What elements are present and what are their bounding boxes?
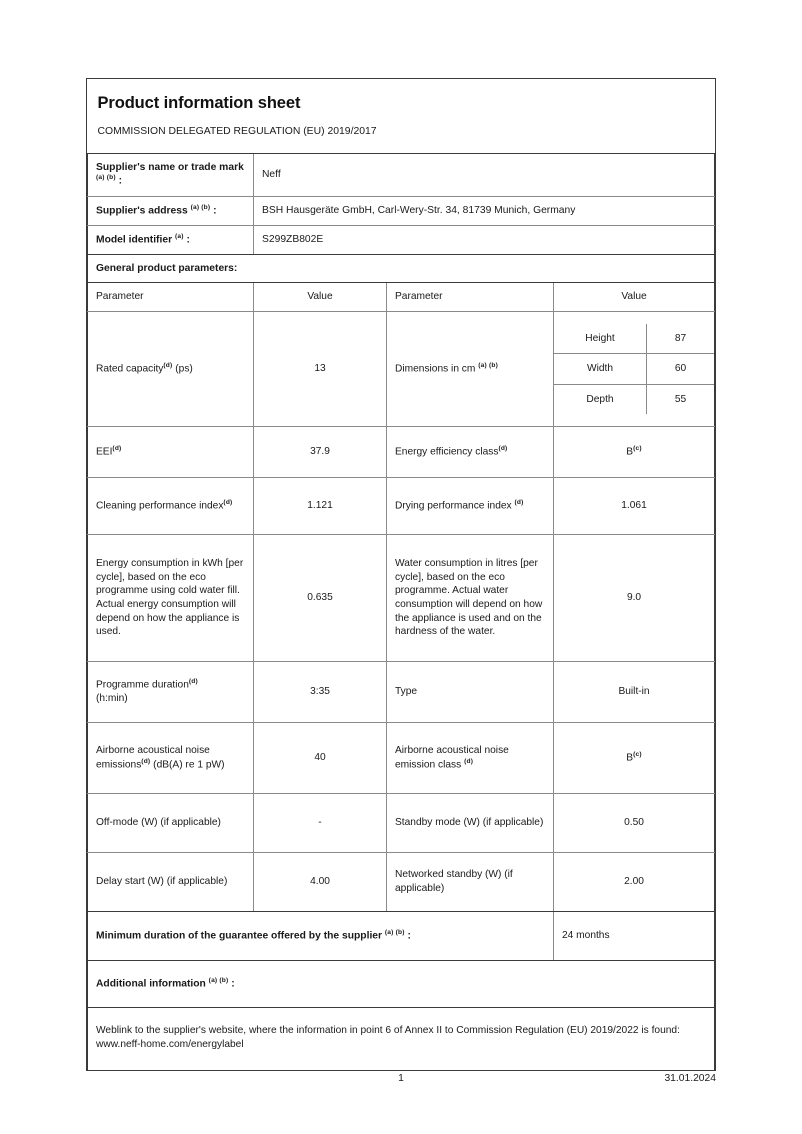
column-header-row	[88, 283, 715, 312]
networked-standby-value-cell	[554, 852, 715, 911]
delay-start-value-cell	[254, 852, 387, 911]
programme-duration-row	[88, 661, 715, 722]
eei-row	[88, 426, 715, 477]
supplier-name-value-cell	[254, 153, 715, 196]
drying-index-value: 1.061	[621, 500, 647, 512]
cleaning-index-label: Cleaning performance index	[96, 500, 224, 512]
energy-consumption-label-cell	[88, 534, 254, 661]
programme-duration-label-cell	[88, 661, 254, 722]
product-parameters-table	[87, 79, 715, 1070]
off-mode-row	[88, 793, 715, 852]
model-identifier-marks: (a)	[174, 232, 184, 240]
header-parameter-1-label: Parameter	[96, 291, 144, 303]
delay-start-label: Delay start (W) (if applicable)	[96, 876, 228, 888]
noise-emissions-value: 40	[314, 752, 326, 764]
performance-index-row	[88, 477, 715, 534]
dimension-row-width	[554, 354, 714, 385]
title-row	[88, 79, 715, 119]
networked-standby-label: Networked standby (W) (if applicable)	[395, 869, 513, 894]
product-information-sheet-table	[86, 78, 716, 1071]
drying-index-value-cell	[554, 477, 715, 534]
off-mode-value: -	[318, 817, 322, 829]
guarantee-row	[88, 911, 715, 960]
eei-label: EEI	[96, 446, 113, 458]
additional-information-label: Additional information	[96, 978, 206, 990]
cleaning-index-label-cell	[88, 477, 254, 534]
noise-class-marks: (d)	[464, 757, 474, 765]
networked-standby-label-cell	[387, 852, 554, 911]
colon: :	[210, 204, 217, 216]
weblink-text: Weblink to the supplier's website, where the information in point 6 of Annex II to Commission Regulation (EU) 2019/2022 is found: www.neff-home.com/energylabel	[96, 1025, 680, 1050]
noise-emissions-row	[88, 722, 715, 793]
rated-capacity-value-cell	[254, 311, 387, 426]
additional-information-row	[88, 960, 715, 1007]
cleaning-index-value: 1.121	[307, 500, 333, 512]
type-label: Type	[395, 686, 418, 698]
supplier-name-label: Supplier's name or trade mark	[96, 161, 244, 173]
delay-start-label-cell	[88, 852, 254, 911]
drying-index-label-cell	[387, 477, 554, 534]
general-parameters-label: General product parameters:	[96, 262, 238, 274]
type-value: Built-in	[618, 686, 650, 698]
weblink-cell	[88, 1007, 715, 1070]
noise-class-label: Airborne acoustical noise emission class	[395, 745, 509, 771]
eei-value: 37.9	[310, 446, 330, 458]
cleaning-index-value-cell	[254, 477, 387, 534]
eei-label-cell	[88, 426, 254, 477]
dimension-width-label: Width	[554, 354, 647, 385]
standby-mode-label: Standby mode (W) (if applicable)	[395, 817, 544, 829]
standby-mode-label-cell	[387, 793, 554, 852]
model-identifier-value: S299ZB802E	[262, 233, 324, 245]
page-footer	[86, 1073, 716, 1093]
dimension-row-depth	[554, 384, 714, 414]
supplier-address-label: Supplier's address	[96, 204, 188, 216]
additional-information-label-cell	[88, 960, 715, 1007]
dimension-width-value: 60	[647, 354, 715, 385]
programme-duration-value-cell	[254, 661, 387, 722]
header-value-2	[554, 283, 715, 312]
supplier-address-value-cell	[254, 196, 715, 225]
noise-class-label-cell	[387, 722, 554, 793]
consumption-row	[88, 534, 715, 661]
guarantee-marks: (a) (b)	[384, 928, 405, 936]
header-parameter-2	[387, 283, 554, 312]
header-value-2-label: Value	[621, 291, 647, 303]
energy-consumption-value-cell	[254, 534, 387, 661]
energy-class-label: Energy efficiency class	[395, 446, 499, 458]
header-parameter-1	[88, 283, 254, 312]
supplier-name-marks: (a) (b)	[96, 174, 116, 182]
guarantee-label-cell	[88, 911, 554, 960]
standby-mode-value-cell	[554, 793, 715, 852]
colon: :	[183, 234, 190, 245]
energy-class-value-cell	[554, 426, 715, 477]
noise-emissions-label-cell	[88, 722, 254, 793]
noise-emissions-marks: (d)	[141, 757, 151, 765]
cleaning-index-marks: (d)	[223, 498, 233, 506]
noise-emissions-label: Airborne acoustical noise emissions	[96, 745, 210, 771]
supplier-name-label-cell	[88, 153, 254, 196]
programme-duration-label: Programme duration	[96, 679, 189, 691]
eei-marks: (d)	[112, 444, 122, 452]
off-mode-label-cell	[88, 793, 254, 852]
general-parameters-section-cell	[88, 254, 715, 283]
water-consumption-label-cell	[387, 534, 554, 661]
rated-capacity-marks: (d)	[163, 361, 173, 369]
dimension-row-height	[554, 324, 714, 354]
noise-class-value-marks: (c)	[633, 750, 642, 758]
guarantee-label: Minimum duration of the guarantee offered by the supplier	[96, 930, 383, 942]
noise-emissions-unit: (dB(A) re 1 pW)	[153, 759, 225, 771]
water-consumption-value: 9.0	[626, 592, 642, 604]
programme-duration-unit: (h:min)	[96, 693, 128, 705]
networked-standby-value: 2.00	[624, 876, 644, 888]
header-value-1	[254, 283, 387, 312]
header-value-1-label: Value	[307, 291, 333, 303]
programme-duration-value: 3:35	[310, 686, 330, 698]
standby-mode-value: 0.50	[624, 817, 644, 829]
supplier-name-value: Neff	[262, 168, 281, 180]
eei-value-cell	[254, 426, 387, 477]
rated-capacity-value: 13	[314, 363, 326, 375]
off-mode-value-cell	[254, 793, 387, 852]
energy-class-value-marks: (c)	[633, 444, 642, 452]
water-consumption-label: Water consumption in litres [per cycle], based on the eco programme. Actual water consumption will depend on how the appliance is used and on the hardness of the water.	[395, 558, 543, 638]
energy-class-value: B	[626, 446, 634, 458]
supplier-address-value: BSH Hausgeräte GmbH, Carl-Wery-Str. 34, 81739 Munich, Germany	[262, 204, 576, 216]
additional-information-marks: (a) (b)	[208, 976, 229, 984]
energy-class-label-cell	[387, 426, 554, 477]
regulation-cell	[88, 119, 715, 153]
model-identifier-value-cell	[254, 225, 715, 254]
colon: :	[115, 175, 123, 187]
model-identifier-label: Model identifier	[96, 234, 173, 245]
regulation-row	[88, 119, 715, 153]
dimensions-label: Dimensions in cm	[395, 363, 476, 375]
energy-class-marks: (d)	[498, 444, 508, 452]
dimension-height-label: Height	[554, 324, 647, 354]
rated-capacity-unit: (ps)	[175, 363, 193, 375]
rated-capacity-label: Rated capacity	[96, 363, 164, 375]
document-date: 31.01.2024	[664, 1073, 716, 1084]
noise-class-value: B	[626, 752, 634, 764]
drying-index-label: Drying performance index	[395, 500, 512, 512]
colon: :	[404, 930, 411, 942]
energy-consumption-value: 0.635	[307, 592, 333, 604]
supplier-address-row	[88, 196, 715, 225]
page-title-cell	[88, 79, 715, 119]
colon: :	[228, 978, 235, 990]
delay-start-value: 4.00	[310, 876, 330, 888]
dimensions-table	[554, 324, 714, 415]
page-title: Product information sheet	[97, 94, 301, 112]
supplier-name-row	[88, 153, 715, 196]
delay-start-row	[88, 852, 715, 911]
dimensions-marks: (a) (b)	[478, 361, 498, 369]
type-value-cell	[554, 661, 715, 722]
noise-class-value-cell	[554, 722, 715, 793]
supplier-address-marks: (a) (b)	[190, 203, 211, 211]
guarantee-value: 24 months	[562, 930, 610, 942]
rated-capacity-label-cell	[88, 311, 254, 426]
water-consumption-value-cell	[554, 534, 715, 661]
dimension-depth-value: 55	[674, 393, 687, 405]
dimension-depth-label: Depth	[554, 384, 647, 414]
model-identifier-row	[88, 225, 715, 254]
header-parameter-2-label: Parameter	[395, 291, 443, 303]
guarantee-value-cell	[554, 911, 715, 960]
off-mode-label: Off-mode (W) (if applicable)	[96, 817, 221, 829]
page-number: 1	[398, 1073, 404, 1084]
supplier-address-label-cell	[88, 196, 254, 225]
weblink-row	[88, 1007, 715, 1070]
type-label-cell	[387, 661, 554, 722]
regulation-text: COMMISSION DELEGATED REGULATION (EU) 2019/2017	[97, 125, 377, 137]
energy-consumption-label: Energy consumption in kWh [per cycle], based on the eco programme using cold water fill. Actual energy consumption will depend on how the appliance is used.	[96, 558, 244, 638]
programme-duration-marks: (d)	[188, 678, 198, 686]
dimensions-values-cell	[554, 311, 715, 426]
general-parameters-section-row	[88, 254, 715, 283]
drying-index-marks: (d)	[514, 498, 524, 506]
noise-emissions-value-cell	[254, 722, 387, 793]
rated-capacity-dimensions-row	[88, 311, 715, 426]
dimension-height-value: 87	[647, 324, 715, 354]
dimensions-label-cell	[387, 311, 554, 426]
model-identifier-label-cell	[88, 225, 254, 254]
